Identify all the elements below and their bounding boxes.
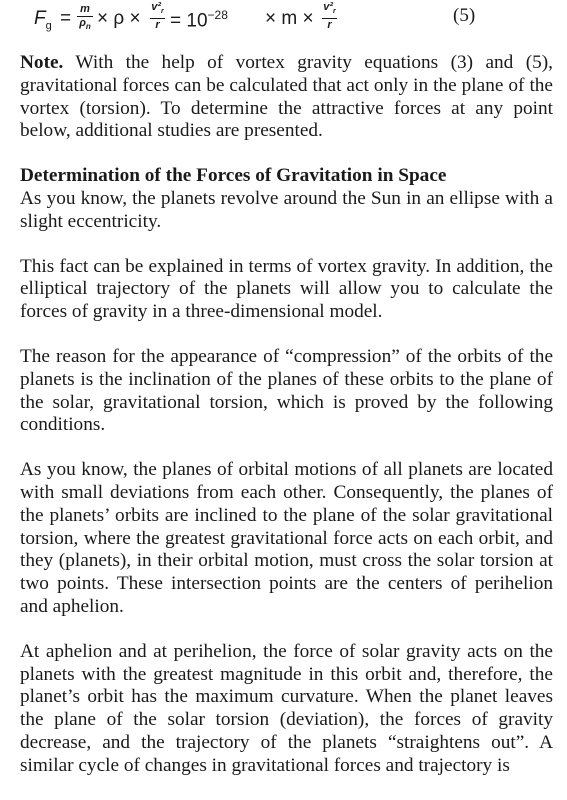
fraction-numerator: m [80,3,90,15]
section-heading: Determination of the Forces of Gravitation in Space [20,165,447,187]
equation-lhs: $F_g$ [34,8,52,32]
fraction-numerator: $v^2_r$ [323,1,336,16]
equation-equals-1: = [60,8,72,29]
gravity-equation [20,0,553,52]
paragraph-aphelion-perihelion: At aphelion and at perihelion, the force of solar gravity acts on the planets with the greatest magnitude in this orbit and, therefore, the planet’s orbit has the maximum curvature. When the planet leaves the plane of the solar torsion (deviation), the forces of gravity decrease, and the trajectory of the planets “straightens out”. A similar cycle of changes in gravitational forces and trajectory is [20,640,553,776]
paragraph-orbit-compression: The reason for the appearance of “compression” of the orbits of the planets is the inclination of the planes of these orbits to the plane of the solar, gravitational torsion, which is proved by the following conditions. [20,345,553,436]
fraction-numerator: $v^2_r$ [151,1,164,16]
fraction-m-over-rho [77,4,93,32]
note-text: With the help of vortex gravity equations (3) and (5), gravitational forces can be calculated that act only in the plane of the vortex (torsion). To determine the attractive forces at any point below, additional studies are presented. [20,52,553,142]
paragraph-orbital-planes: As you know, the planes of orbital motions of all planets are located with small deviations from each other. Consequently, the planes of the planets’ orbits are inclined to the plane of the solar gravitational torsion, where the greatest gravitational force acts on each orbit, and they (planets), in their orbital motion, must cross the solar torsion at two points. These intersection points are the centers of perihelion and aphelion. [20,459,553,617]
fraction-v-squared-over-r-2 [322,2,337,31]
document-page [20,0,553,800]
equation-times-rho: × ρ × [97,8,141,29]
equation-constant: = $10^{-28}$ [170,8,228,32]
fraction-denominator: $\rho_n$ [79,17,91,32]
fraction-v-squared-over-r [150,2,165,31]
note-label: Note. [20,52,64,73]
fraction-denominator: r [155,19,160,32]
equation-times-mass: × m × [265,8,314,29]
fraction-denominator: r [327,19,332,32]
paragraph-vortex-gravity: This fact can be explained in terms of vortex gravity. In addition, the elliptical trajectory of the planets will allow you to calculate the forces of gravity in a three-dimensional model. [20,255,553,323]
note-paragraph [20,52,553,143]
section-intro: As you know, the planets revolve around the Sun in an ellipse with a slight eccentricity. [20,187,553,232]
equation-number: (5) [453,5,476,26]
